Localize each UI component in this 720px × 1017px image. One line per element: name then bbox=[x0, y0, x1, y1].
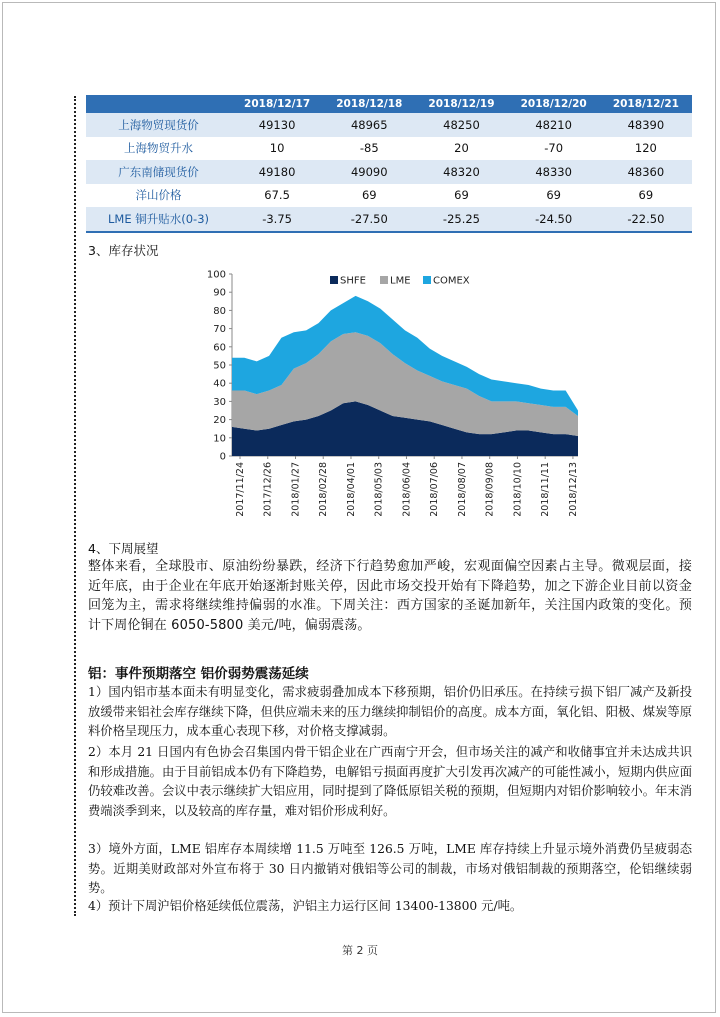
table-row bbox=[86, 184, 692, 208]
legend-swatch bbox=[330, 276, 338, 284]
row-label: 洋山价格 bbox=[135, 188, 182, 203]
table-cell: -24.50 bbox=[508, 207, 600, 232]
table-cell: -70 bbox=[544, 141, 564, 156]
table-cell: 49130 bbox=[231, 113, 323, 137]
margin-dotted-line bbox=[74, 96, 76, 916]
y-tick-label: 90 bbox=[213, 287, 226, 299]
row-label: LME 铜升贴水(0-3) bbox=[86, 207, 231, 232]
x-tick-label: 2018/05/03 bbox=[373, 462, 385, 517]
x-tick-label: 2018/07/06 bbox=[429, 462, 441, 517]
table-cell: 120 bbox=[634, 141, 657, 156]
section-4-title: 4、下周展望 bbox=[88, 541, 159, 556]
y-tick-label: 0 bbox=[219, 451, 226, 463]
y-tick-label: 80 bbox=[213, 305, 226, 317]
table-cell: 48320 bbox=[415, 160, 507, 184]
table-cell: 49180 bbox=[231, 160, 323, 184]
table-cell: -25.25 bbox=[415, 207, 507, 232]
date-header: 2018/12/19 bbox=[415, 95, 507, 113]
corner-cell bbox=[86, 95, 231, 113]
legend-label: SHFE bbox=[340, 275, 366, 287]
y-tick-label: 100 bbox=[206, 269, 226, 281]
y-tick-label: 40 bbox=[213, 378, 226, 390]
aluminum-paragraph-1: 1）国内铝市基本面未有明显变化，需求疲弱叠加成本下移预期，铝价仍旧承压。在持续亏损下铝厂减产及新投放缓带来铝社会库存继续下降，但供应端未来的压力继续抑制铝价的高度。成本方面，氧化铝、阳极、煤炭等原料价格呈现压力，成本重心表现下移，对价格支撑减弱。 bbox=[88, 685, 692, 739]
y-tick-label: 60 bbox=[213, 342, 226, 354]
legend-swatch bbox=[423, 276, 431, 284]
row-label: 上海物贸现货价 bbox=[86, 113, 231, 137]
table-cell: 69 bbox=[638, 188, 654, 203]
table-cell: 69 bbox=[361, 188, 377, 203]
table-cell: 67.5 bbox=[264, 188, 290, 203]
table-cell: 49090 bbox=[323, 160, 415, 184]
table-cell: 20 bbox=[454, 141, 469, 156]
x-tick-label: 2018/12/13 bbox=[567, 462, 579, 517]
table-row bbox=[86, 137, 692, 161]
x-tick-label: 2018/06/04 bbox=[401, 462, 413, 517]
x-tick-label: 2018/10/10 bbox=[512, 462, 524, 517]
table-header-row bbox=[86, 95, 692, 113]
table-cell: 48965 bbox=[323, 113, 415, 137]
aluminum-section-title: 铝：事件预期落空 铝价弱势震荡延续 bbox=[88, 666, 309, 682]
x-tick-label: 2018/09/08 bbox=[484, 462, 496, 517]
x-tick-label: 2017/12/26 bbox=[262, 462, 274, 517]
table-row bbox=[86, 113, 692, 137]
table-cell: 48250 bbox=[415, 113, 507, 137]
aluminum-paragraph-3: 3）境外方面，LME 铝库存本周续增 11.5 万吨至 126.5 万吨，LME 库存持续上升显示境外消费仍呈疲弱态势。近期美财政部对外宣布将于 30 日内撤销对俄铝等公司的制裁，市场对俄铝制裁的预期落空，伦铝继续弱势。 bbox=[88, 842, 692, 896]
table-cell: 69 bbox=[546, 188, 561, 203]
y-tick-label: 30 bbox=[213, 396, 226, 408]
table-row bbox=[86, 160, 692, 184]
price-table bbox=[86, 95, 692, 233]
y-tick-label: 20 bbox=[213, 415, 226, 427]
row-label: 上海物贸升水 bbox=[124, 141, 193, 156]
date-header: 2018/12/17 bbox=[231, 95, 323, 113]
y-tick-label: 10 bbox=[213, 433, 226, 445]
x-tick-label: 2018/11/11 bbox=[540, 462, 552, 517]
date-header: 2018/12/20 bbox=[508, 95, 600, 113]
table-cell: -3.75 bbox=[231, 207, 323, 232]
x-tick-label: 2018/02/28 bbox=[318, 462, 330, 517]
x-tick-label: 2018/01/27 bbox=[290, 462, 302, 517]
date-header: 2018/12/21 bbox=[600, 95, 692, 113]
x-tick-label: 2017/11/24 bbox=[235, 462, 246, 517]
x-tick-label: 2018/04/01 bbox=[345, 462, 357, 517]
x-tick-label: 2018/08/07 bbox=[456, 462, 468, 517]
table-cell: 48390 bbox=[600, 113, 692, 137]
section-4-paragraph: 整体来看，全球股市、原油纷纷暴跌，经济下行趋势愈加严峻，宏观面偏空因素占主导。微观层面，接近年底，由于企业在年底开始逐渐封账关停，因此市场交投开始有下降趋势，加之下游企业目前以资金回笼为主，需求将继续维持偏弱的水准。下周关注：西方国家的圣诞加新年，关注国内政策的变化。预计下周伦铜在 6050-5800 美元/吨，偏弱震荡。 bbox=[88, 559, 692, 633]
table-row bbox=[86, 207, 692, 232]
table-cell: -22.50 bbox=[600, 207, 692, 232]
aluminum-paragraph-2: 2）本月 21 日国内有色协会召集国内骨干铝企业在广西南宁开会，但市场关注的减产和收储事宜并未达成共识和形成措施。由于目前铝成本仍有下降趋势，电解铝亏损面再度扩大引发再次减产的可能性减小，短期内供应面仍较难改善。会议中表示继续扩大铝应用，同时提到了降低原铝关税的预期，但短期内对铝价影响较小。年末消费端淡季到来，以及较高的库存量，难对铝价形成利好。 bbox=[88, 745, 692, 818]
legend-label: COMEX bbox=[433, 275, 470, 287]
table-cell: 48210 bbox=[508, 113, 600, 137]
legend-label: LME bbox=[390, 275, 411, 287]
table-cell: 48360 bbox=[600, 160, 692, 184]
y-tick-label: 70 bbox=[213, 324, 226, 336]
y-tick-label: 50 bbox=[213, 360, 226, 372]
table-cell: 10 bbox=[269, 141, 285, 156]
table-cell: -85 bbox=[359, 141, 379, 156]
aluminum-paragraph-4: 4）预计下周沪铝价格延续低位震荡，沪铝主力运行区间 13400-13800 元/吨。 bbox=[88, 899, 523, 913]
legend-swatch bbox=[380, 276, 388, 284]
section-3-title: 3、库存状况 bbox=[88, 243, 159, 258]
table-cell: -27.50 bbox=[323, 207, 415, 232]
table-cell: 48330 bbox=[508, 160, 600, 184]
table-cell: 69 bbox=[454, 188, 469, 203]
page-number: 第 2 页 bbox=[342, 944, 378, 957]
inventory-stacked-area-chart bbox=[190, 262, 590, 532]
date-header: 2018/12/18 bbox=[323, 95, 415, 113]
row-label: 广东南储现货价 bbox=[86, 160, 231, 184]
